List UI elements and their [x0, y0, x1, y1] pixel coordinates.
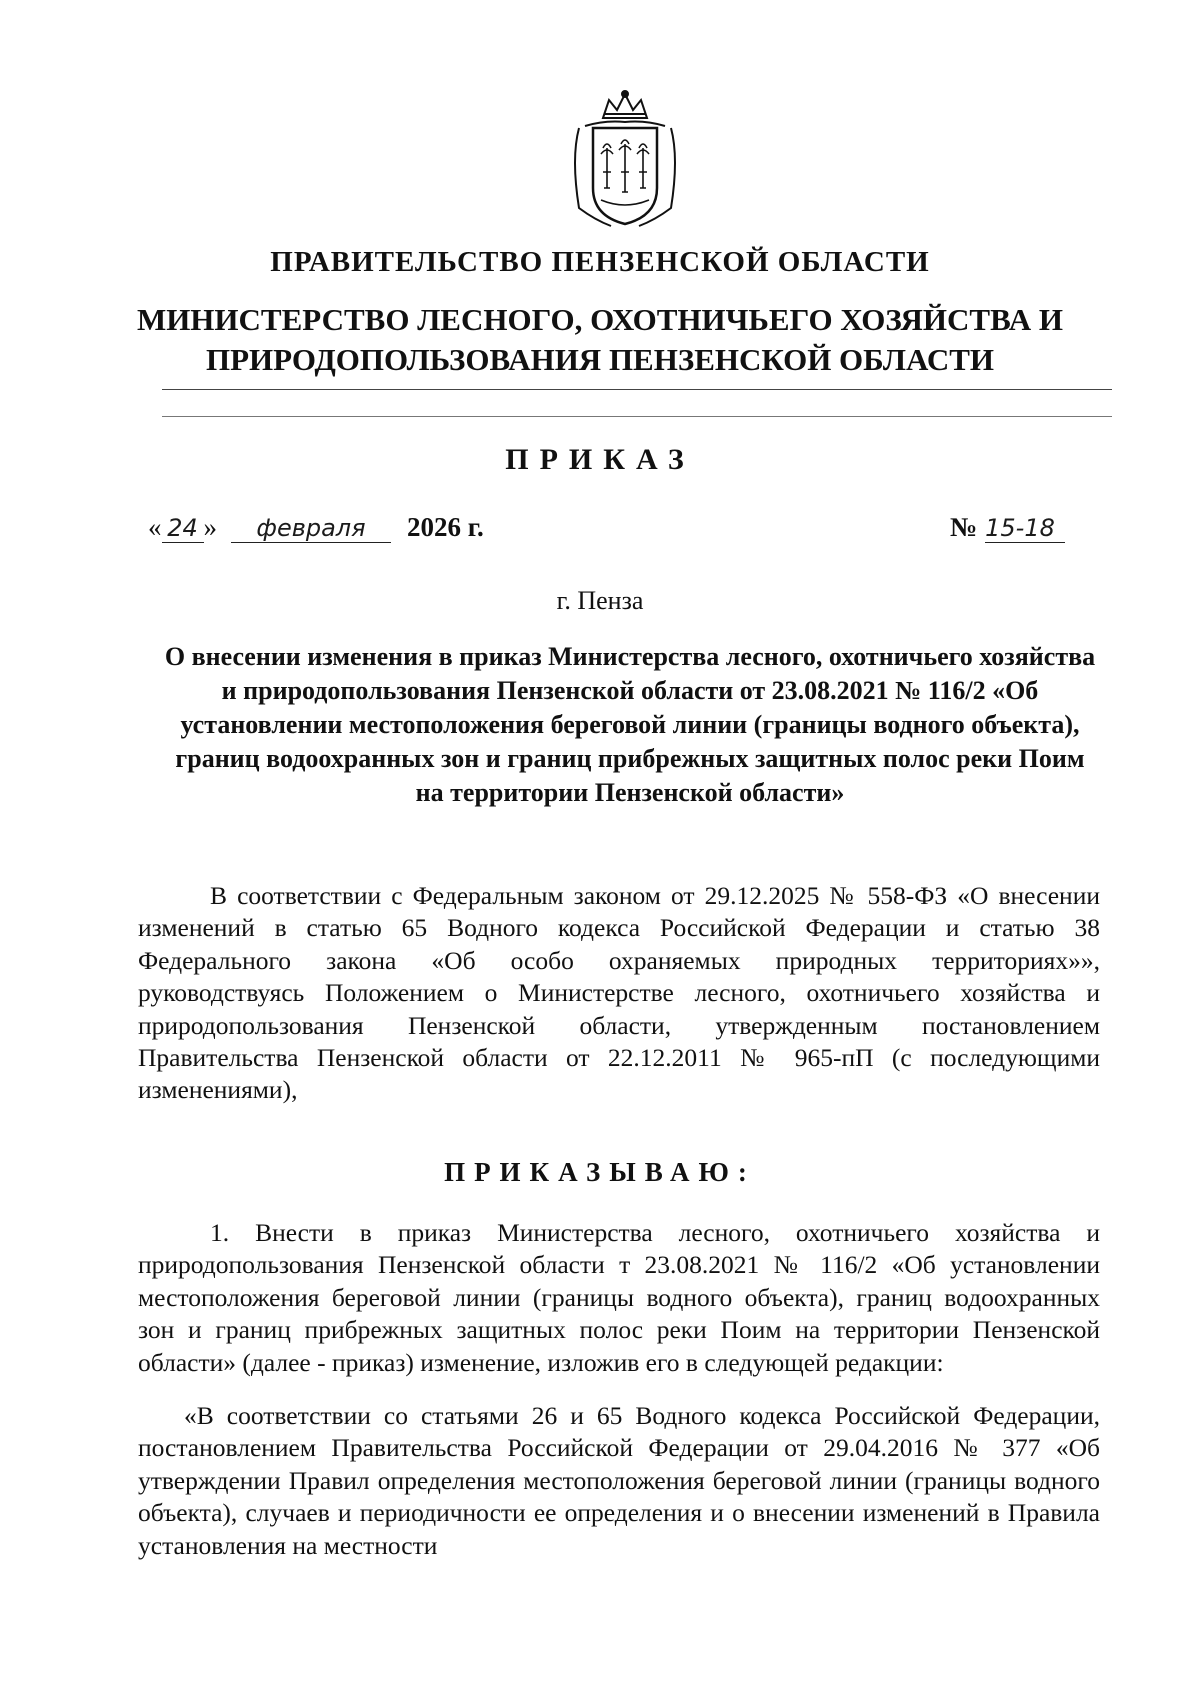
date-day-handwritten: 24: [162, 514, 204, 543]
ministry-name-line-1: МИНИСТЕРСТВО ЛЕСНОГО, ОХОТНИЧЬЕГО ХОЗЯЙСТВА И: [136, 302, 1064, 337]
date-close-quote: »: [203, 512, 217, 542]
order-subject: О внесении изменения в приказ Министерства лесного, охотничьего хозяйства и природопользования Пензенской области от 23.08.2021 № 116/2 «Об установлении местоположения береговой линии (границы водного объекта), границ водоохранных зон и границ прибрежных защитных полос реки Поим на территории Пензенской области»: [164, 642, 1096, 808]
item-1-quoted-paragraph: «В соответствии со статьями 26 и 65 Водного кодекса Российской Федерации, постановлением Правительства Российской Федерации от 29.04.2016 № 377 «Об утверждении Правил определения местоположения береговой линии (границы водного объекта), случаев и периодичности ее определения и о внесении изменений в Правила установления на местности: [138, 1401, 1100, 1560]
item-1-paragraph: 1. Внести в приказ Министерства лесного, охотничьего хозяйства и природопользования Пензенской области т 23.08.2021 № 116/2 «Об установлении местоположения береговой линии (границы водного объекта), границ водоохранных зон и границ прибрежных защитных полос реки Поим на территории Пензенской области» (далее - приказ) изменение, изложив его в следующей редакции:: [138, 1218, 1100, 1377]
order-date: [148, 512, 484, 543]
ministry-name: [0, 300, 1200, 379]
decree-heading: ПРИКАЗЫВАЮ:: [444, 1157, 756, 1187]
header-divider-thin: [162, 416, 1112, 417]
order-number: [950, 512, 1065, 543]
city-name: г. Пенза: [556, 586, 644, 615]
document-type-title: ПРИКАЗ: [505, 443, 695, 476]
date-month-handwritten: февраля: [231, 514, 391, 543]
date-year: 2026 г.: [407, 512, 484, 542]
ministry-name-line-2: ПРИРОДОПОЛЬЗОВАНИЯ ПЕНЗЕНСКОЙ ОБЛАСТИ: [205, 341, 995, 377]
number-handwritten: 15-18: [985, 514, 1065, 543]
government-name: ПРАВИТЕЛЬСТВО ПЕНЗЕНСКОЙ ОБЛАСТИ: [270, 246, 930, 278]
date-open-quote: «: [148, 512, 162, 542]
header-divider: [162, 389, 1112, 390]
coat-of-arms-emblem: [565, 88, 685, 233]
number-sign: №: [950, 512, 978, 542]
preamble-paragraph: В соответствии с Федеральным законом от 29.12.2025 № 558-ФЗ «О внесении изменений в статью 65 Водного кодекса Российской Федерации и статью 38 Федерального закона «Об особо охраняемых природных территориях»», руководствуясь Положением о Министерстве лесного, охотничьего хозяйства и природопользования Пензенской области, утвержденным постановлением Правительства Пензенской области от 22.12.2011 № 965-пП (с последующими изменениями),: [138, 881, 1100, 1105]
